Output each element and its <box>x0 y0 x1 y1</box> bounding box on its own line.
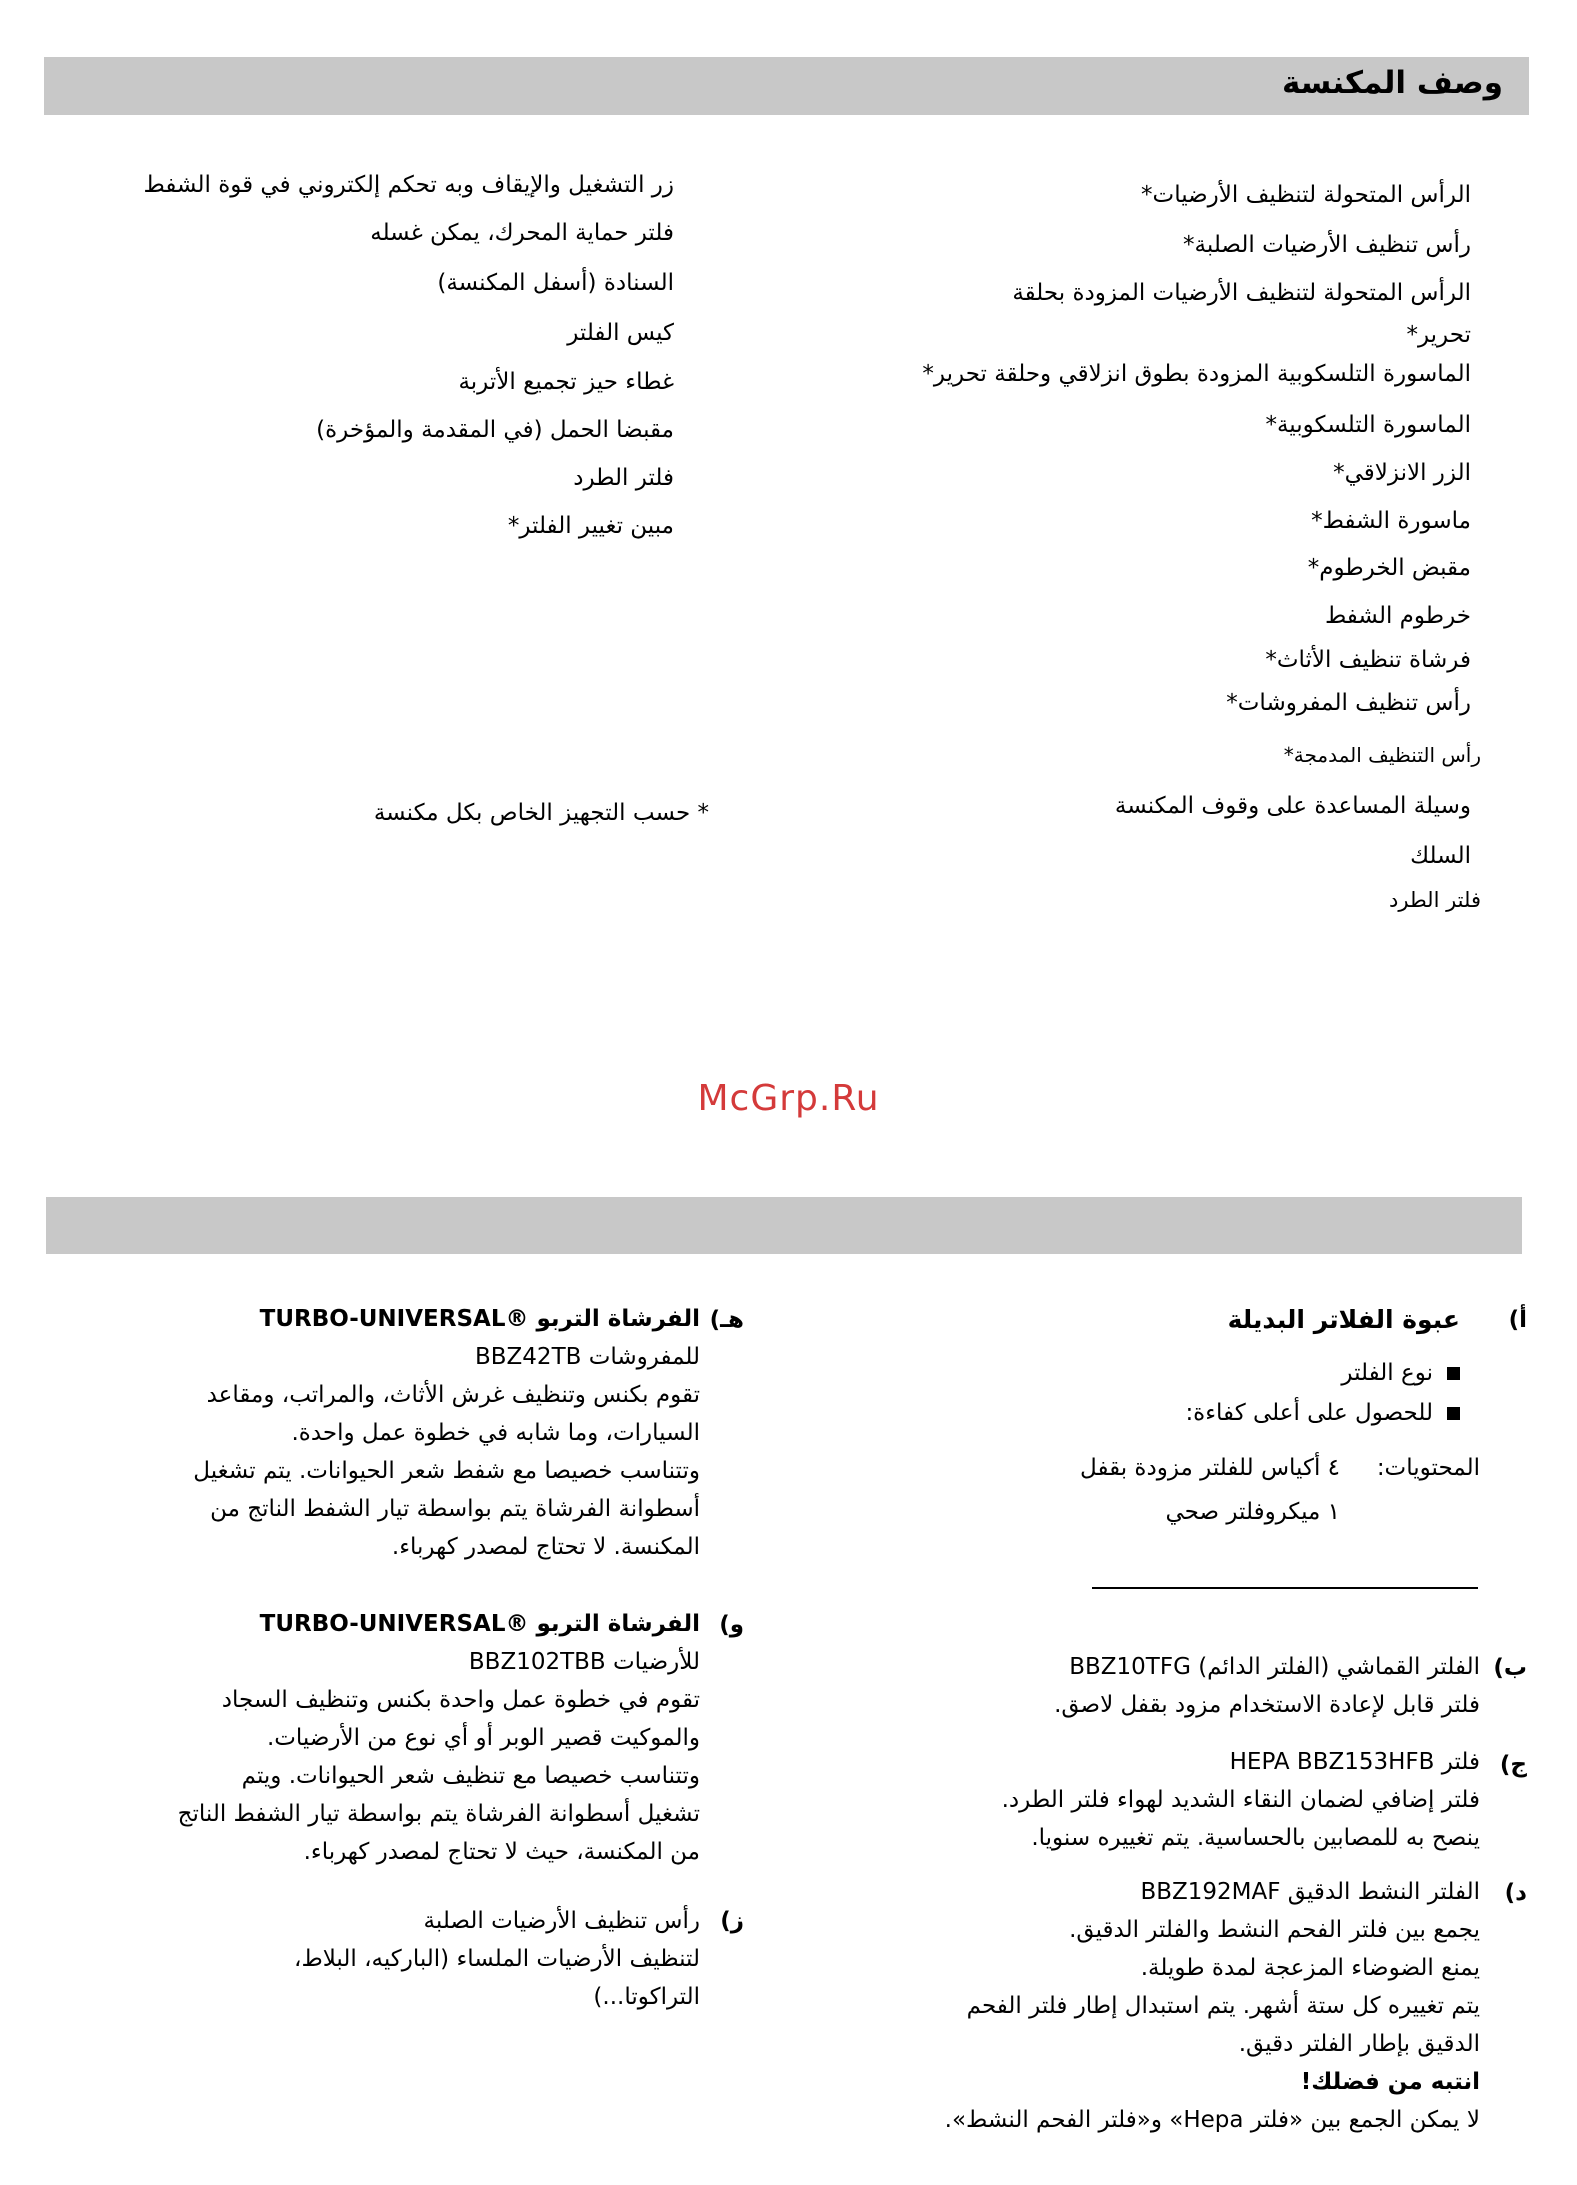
contents-line: ١ ميكروفلتر صحي <box>1165 1499 1340 1525</box>
item-line: والموكيت قصير الوبر أو أي نوع من الأرضيات. <box>266 1725 700 1751</box>
list-item: السنادة (أسفل المكنسة) <box>437 270 674 296</box>
item-e-text <box>193 1300 700 1566</box>
item-line: الفلتر النشط الدقيق BBZ192MAF <box>1140 1879 1480 1905</box>
contents-label: المحتويات: <box>1376 1455 1480 1481</box>
list-item: الماسورة التلسكوبية* <box>1265 412 1471 438</box>
item-line: السيارات، وما شابه في خطوة عمل واحدة. <box>291 1420 700 1446</box>
item-line: وتتناسب خصيصا مع تنظيف شعر الحيوانات. ويتم <box>241 1763 700 1789</box>
item-line: ينصح به للمصابين بالحساسية. يتم تغييره سنويا. <box>1031 1825 1480 1851</box>
item-line: لا يمكن الجمع بين «فلتر Hepa» و«فلتر الفحم النشط». <box>944 2107 1480 2133</box>
list-item: رأس تنظيف المفروشات* <box>1226 690 1471 716</box>
list-item: السلك <box>1410 843 1471 869</box>
list-item: ماسورة الشفط* <box>1311 508 1471 534</box>
item-line: التراكوتا...) <box>593 1984 700 2010</box>
bullet-square-icon <box>1447 1407 1460 1420</box>
item-line: يمنع الضوضاء المزعجة لمدة طويلة. <box>1140 1955 1480 1981</box>
footnote: * حسب التجهيز الخاص بكل مكنسة <box>373 800 709 826</box>
item-letter: ز) <box>720 1908 744 1934</box>
item-line: الفرشاة التربو ®TURBO-UNIVERSAL <box>259 1306 700 1332</box>
section-header-bar <box>46 1197 1522 1254</box>
item-letter: ب) <box>1493 1655 1527 1681</box>
list-item: الزر الانزلاقي* <box>1333 460 1471 486</box>
list-item: وسيلة المساعدة على وقوف المكنسة <box>1114 793 1471 819</box>
item-d-text <box>945 1873 1480 2139</box>
item-line: يتم تغييره كل ستة أشهر. يتم استبدال إطار فلتر الفحم <box>966 1993 1480 2019</box>
item-line: فلتر HEPA BBZ153HFB <box>1229 1749 1480 1775</box>
list-item: الرأس المتحولة لتنظيف الأرضيات المزودة بحلقة <box>1012 280 1471 306</box>
item-line: تقوم في خطوة عمل واحدة بكنس وتنظيف السجاد <box>221 1687 700 1713</box>
item-line: فلتر قابل لإعادة الاستخدام مزود بقفل لاصق. <box>1054 1692 1480 1718</box>
item-g-text <box>294 1902 700 2016</box>
list-item: فلتر الطرد <box>573 465 674 491</box>
watermark-text: McGrp.Ru <box>697 1078 880 1119</box>
list-item: فلتر حماية المحرك، يمكن غسله <box>370 220 674 246</box>
bullet-item: للحصول على أعلى كفاءة: <box>1185 1400 1460 1426</box>
list-item: فلتر الطرد <box>1389 888 1481 912</box>
item-f-text <box>178 1605 700 1871</box>
item-heading: عبوة الفلاتر البديلة <box>1227 1305 1460 1334</box>
list-item: مبين تغيير الفلتر* <box>507 513 674 539</box>
item-line: لتنظيف الأرضيات الملساء (الباركيه، البلاط، <box>294 1946 700 1972</box>
item-line: تشغيل أسطوانة الفرشاة يتم بواسطة تيار الشفط الناتج <box>177 1801 700 1827</box>
item-line: فلتر إضافي لضمان النقاء الشديد لهواء فلتر الطرد. <box>1001 1787 1480 1813</box>
section-title: وصف المكنسة <box>1281 65 1503 101</box>
list-item: تحرير* <box>1406 322 1471 348</box>
item-line: رأس تنظيف الأرضيات الصلبة <box>423 1908 700 1934</box>
item-letter: ج) <box>1499 1752 1527 1778</box>
list-item: الماسورة التلسكوبية المزودة بطوق انزلاقي وحلقة تحرير* <box>922 361 1471 387</box>
list-item: فرشاة تنظيف الأثاث* <box>1265 647 1471 673</box>
item-letter: هـ) <box>709 1307 744 1333</box>
divider <box>1092 1587 1478 1589</box>
item-line: انتبه من فضلك! <box>1300 2069 1480 2095</box>
list-item: الرأس المتحولة لتنظيف الأرضيات* <box>1141 182 1471 208</box>
list-item: مقبضا الحمل (في المقدمة والمؤخرة) <box>316 417 674 443</box>
item-letter: و) <box>719 1612 744 1638</box>
item-line: وتتناسب خصيصا مع شفط شعر الحيوانات. يتم تشغيل <box>193 1458 700 1484</box>
contents-line: ٤ أكياس للفلتر مزودة بقفل <box>1080 1455 1340 1481</box>
item-line: الدقيق بإطار الفلتر دقيق. <box>1238 2031 1480 2057</box>
item-letter: أ) <box>1508 1307 1527 1333</box>
list-item: مقبض الخرطوم* <box>1307 555 1471 581</box>
list-item: زر التشغيل والإيقاف وبه تحكم إلكتروني في قوة الشفط <box>143 172 674 198</box>
item-c-text <box>1002 1743 1480 1857</box>
item-line: للمفروشات BBZ42TB <box>474 1344 700 1370</box>
item-line: الفرشاة التربو ®TURBO-UNIVERSAL <box>259 1611 700 1637</box>
item-letter: د) <box>1504 1880 1527 1906</box>
item-line: يجمع بين فلتر الفحم النشط والفلتر الدقيق. <box>1069 1917 1480 1943</box>
item-line: أسطوانة الفرشاة يتم بواسطة تيار الشفط الناتج من <box>210 1496 700 1522</box>
item-line: الفلتر القماشي (الفلتر الدائم) BBZ10TFG <box>1069 1654 1480 1680</box>
list-item: رأس تنظيف الأرضيات الصلبة* <box>1183 232 1471 258</box>
item-line: للأرضيات BBZ102TBB <box>468 1649 700 1675</box>
item-line: تقوم بكنس وتنظيف غرش الأثاث، والمراتب، ومقاعد <box>206 1382 700 1408</box>
list-item: غطاء حيز تجميع الأتربة <box>458 369 674 395</box>
bullet-square-icon <box>1447 1367 1460 1380</box>
item-b-text <box>1054 1648 1480 1724</box>
section-header-bar <box>44 57 1529 115</box>
list-item: رأس التنظيف المدمجة* <box>1283 743 1481 767</box>
bullet-item: نوع الفلتر <box>1341 1360 1460 1386</box>
list-item: كيس الفلتر <box>567 320 674 346</box>
item-line: من المكنسة، حيث لا تحتاج لمصدر كهرباء. <box>303 1839 700 1865</box>
list-item: خرطوم الشفط <box>1324 603 1471 629</box>
item-line: المكنسة. لا تحتاج لمصدر كهرباء. <box>391 1534 700 1560</box>
